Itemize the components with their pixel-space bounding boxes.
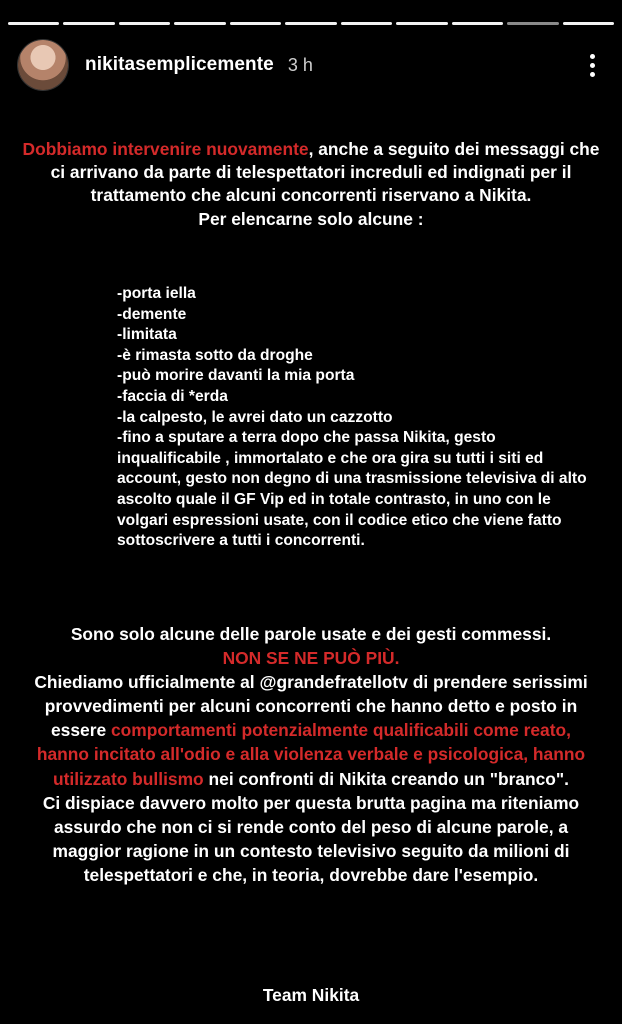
closing-p2-end: nei confronti di Nikita creando un "branco". [208, 768, 570, 789]
closing-p2-mid: di prendere serissimi provvedimenti per alcuni concorrenti che hanno detto e posto in essere [44, 672, 588, 741]
three-dots-vertical-icon[interactable] [580, 50, 604, 80]
list-item: -limitata [117, 326, 177, 344]
insult-list [117, 284, 603, 552]
post-time: 3 h [287, 54, 313, 75]
intro-paragraph [22, 138, 600, 231]
progress-segment [563, 22, 614, 25]
progress-segment [230, 22, 281, 25]
username[interactable]: nikitasemplicemente [85, 54, 274, 75]
signature: Team Nikita [262, 985, 360, 1005]
closing-p2-start: Chiediamo ufficialmente al [34, 672, 255, 693]
avatar[interactable] [18, 40, 68, 90]
mention-link[interactable]: @grandefratellotv [259, 672, 408, 693]
progress-segment-current [507, 22, 558, 25]
list-item: -la calpesto, le avrei dato un cazzotto [117, 408, 393, 426]
story-progress-bar [8, 22, 614, 25]
list-item: -fino a sputare a terra dopo che passa Nikita, gesto inqualificabile , immortalato e che ora gira su tutti i siti ed account, gesto non degno di una trasmissione televisiva di alto ascolto quale il GF Vip ed in totale contrasto, in uno con le volgari espressioni usate, con il codice etico che viene fatto sottoscrivere a tutti i concorrenti. [117, 429, 587, 550]
intro-text: , anche a seguito dei messaggi che ci arrivano da parte di telespettatori increduli ed indignati per il trattamento che alcuni concorrenti riservano a Nikita. [50, 139, 600, 206]
progress-segment [285, 22, 336, 25]
closing-paragraph [30, 622, 592, 887]
intro-line2: Per elencarne solo alcune : [198, 208, 424, 229]
progress-segment [396, 22, 447, 25]
closing-p1: Sono solo alcune delle parole usate e dei gesti commessi. [70, 624, 552, 644]
closing-p2-red: comportamenti potenzialmente qualificabili come reato, hanno incitato all'odio e alla violenza verbale e psicologica, hanno utilizzato bullismo [36, 720, 586, 789]
list-item: -faccia di *erda [117, 387, 228, 405]
list-item: -può morire davanti la mia porta [117, 367, 355, 385]
closing-p3: Ci dispiace davvero molto per questa brutta pagina ma riteniamo assurdo che non ci si rende conto del peso di alcune parole, a maggior ragione in un contesto televisivo seguito da milioni di telespettatori e che, in teoria, dovrebbe dare l'esempio. [42, 792, 580, 885]
progress-segment [119, 22, 170, 25]
progress-segment [341, 22, 392, 25]
list-item: -è rimasta sotto da droghe [117, 346, 313, 364]
list-item: -demente [117, 305, 187, 323]
progress-segment [174, 22, 225, 25]
progress-segment [63, 22, 114, 25]
intro-red-lead: Dobbiamo intervenire nuovamente [22, 139, 309, 159]
story-header [18, 38, 604, 92]
list-item: -porta iella [117, 285, 196, 302]
progress-segment [8, 22, 59, 25]
closing-red-caps: NON SE NE PUÒ PIÙ. [222, 648, 400, 669]
progress-segment [452, 22, 503, 25]
